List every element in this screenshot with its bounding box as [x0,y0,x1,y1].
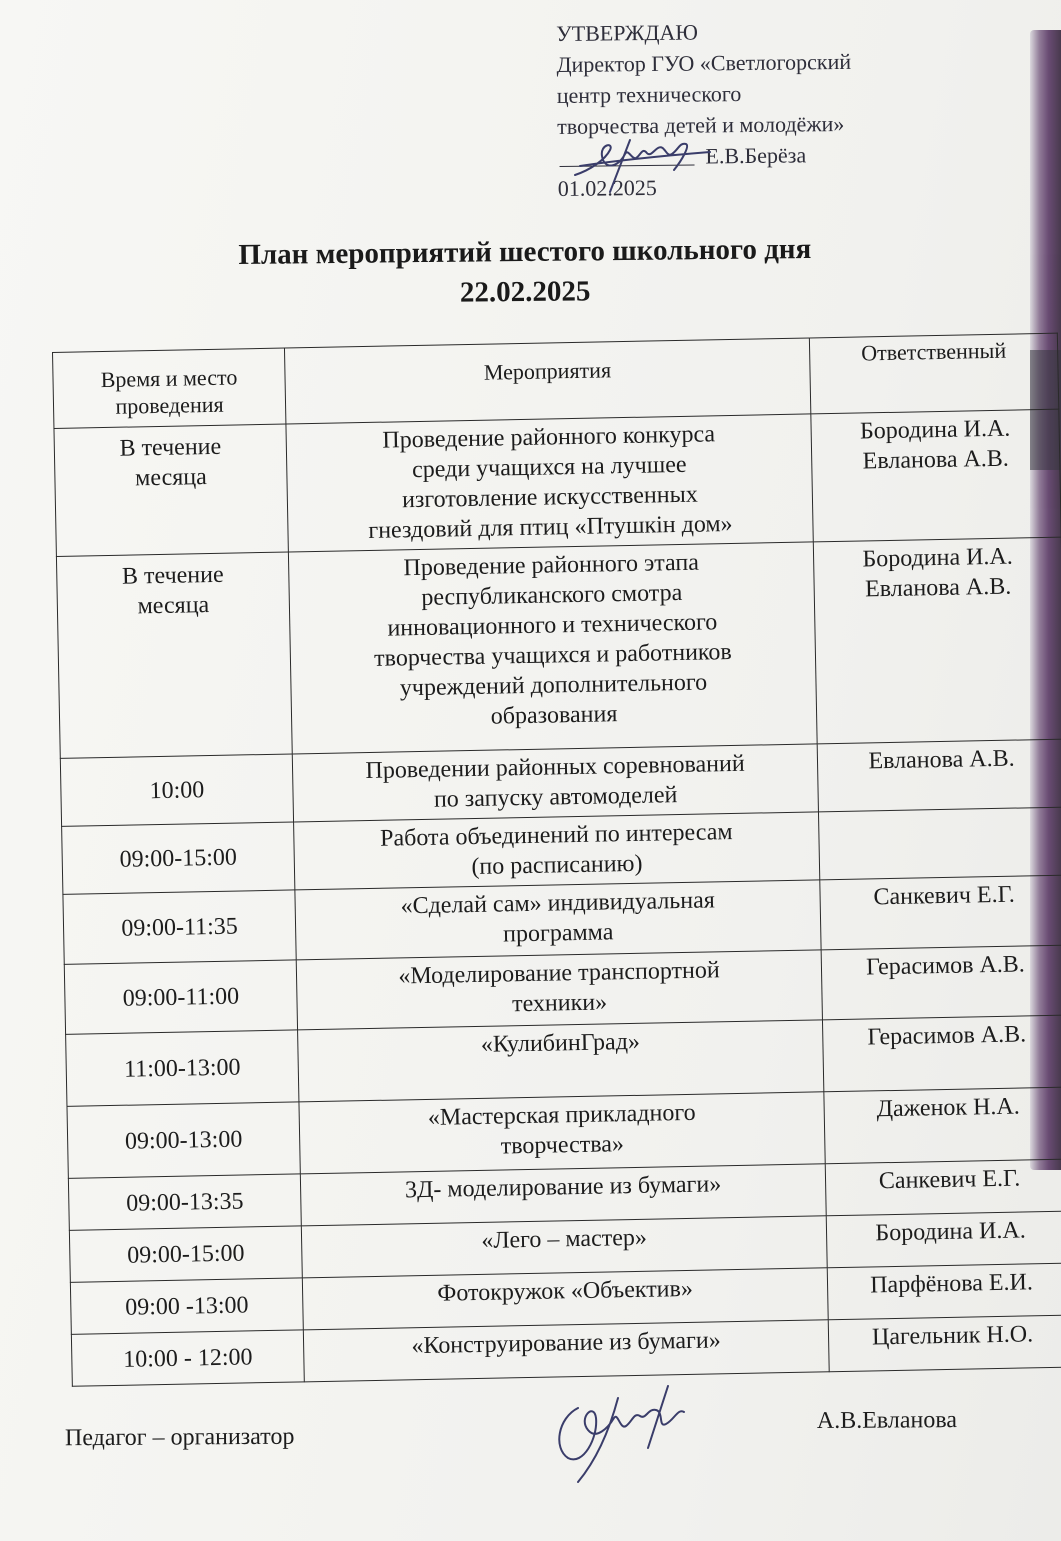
cell-responsible: Даженок Н.А. [824,1087,1061,1164]
approval-heading: УТВЕРЖДАЮ [556,19,699,46]
title-line-1: План мероприятий шестого школьного дня [238,233,812,271]
cell-time: 10:00 [60,754,293,826]
approval-line-1: Директор ГУО «Светлогорский [556,48,852,77]
cell-responsible: Бородина И.А. Евланова А.В. [813,537,1061,744]
cell-time: 11:00-13:00 [66,1030,299,1106]
cell-responsible: Санкевич Е.Г. [820,875,1061,950]
cell-event: 3Д- моделирование из бумаги» [300,1164,826,1226]
cell-time: 09:00-11:00 [64,960,297,1034]
cell-time: 09:00-13:00 [67,1102,300,1178]
cell-responsible: Герасимов А.В. [821,945,1061,1020]
events-table [52,333,1061,1387]
cell-event: «Моделирование транспортной техники» [296,950,822,1030]
cell-event: Фотокружок «Объектив» [302,1268,828,1330]
table-row [54,409,1061,556]
table-body [54,409,1061,1386]
cell-responsible: Парфёнова Е.И. [827,1263,1061,1320]
title-line-2: 22.02.2025 [459,275,591,309]
header-events: Мероприятия [284,338,810,424]
cell-time: 09:00 -13:00 [70,1278,303,1334]
cell-responsible: Герасимов А.В. [822,1015,1061,1092]
director-signature [570,130,720,200]
cell-time: 09:00-13:35 [68,1174,301,1230]
events-table-wrapper [52,333,1061,1387]
approval-line-2: центр технического [556,81,742,108]
cell-event: «Мастерская прикладного творчества» [299,1092,825,1174]
cell-event: Проведение районного конкурса среди учащихся на лучшее изготовление искусственных гнездовий для птиц «Птушкін дом» [286,414,813,552]
cell-event: Работа объединений по интересам (по расписанию) [294,812,820,890]
cell-time: В течение месяца [56,552,292,758]
cell-time: 10:00 - 12:00 [71,1330,304,1386]
cell-responsible: Бородина И.А. [826,1211,1061,1268]
footer-role: Педагог – организатор [64,1423,295,1452]
approval-date: 01.02.2025 [557,174,657,201]
cell-event: «Сделай сам» индивидуальная программа [295,880,821,960]
cell-event: «Лего – мастер» [301,1216,827,1278]
footer-name: А.В.Евланова [816,1407,958,1435]
header-responsible: Ответственный [809,333,1058,414]
cell-time: В течение месяца [54,424,288,556]
approval-line-3: творчества детей и молодёжи» [557,110,845,139]
table-row [56,537,1061,758]
cell-responsible: Цагельник Н.О. [828,1315,1061,1372]
cell-event: «КулибинГрад» [298,1020,824,1102]
header-time: Время и место проведения [53,348,286,428]
footer [65,1407,1005,1484]
cell-responsible: Санкевич Е.Г. [825,1159,1061,1216]
approval-signer: Е.В.Берёза [705,142,807,169]
cell-responsible: Бородина И.А. Евланова А.В. [811,409,1061,542]
cell-time: 09:00-11:35 [63,890,296,964]
cell-responsible: Евланова А.В. [817,739,1061,812]
cell-event: Проведение районного этапа республиканского смотра инновационного и технического творчества учащихся и работников учреждений дополнительного образования [288,542,817,754]
page-title [100,228,951,317]
cell-event: «Конструирование из бумаги» [303,1320,829,1382]
cell-time: 09:00-15:00 [62,822,295,894]
cell-event: Проведении районных соревнований по запуску автомоделей [292,744,818,822]
cell-responsible [818,807,1061,880]
cell-time: 09:00-15:00 [69,1226,302,1282]
